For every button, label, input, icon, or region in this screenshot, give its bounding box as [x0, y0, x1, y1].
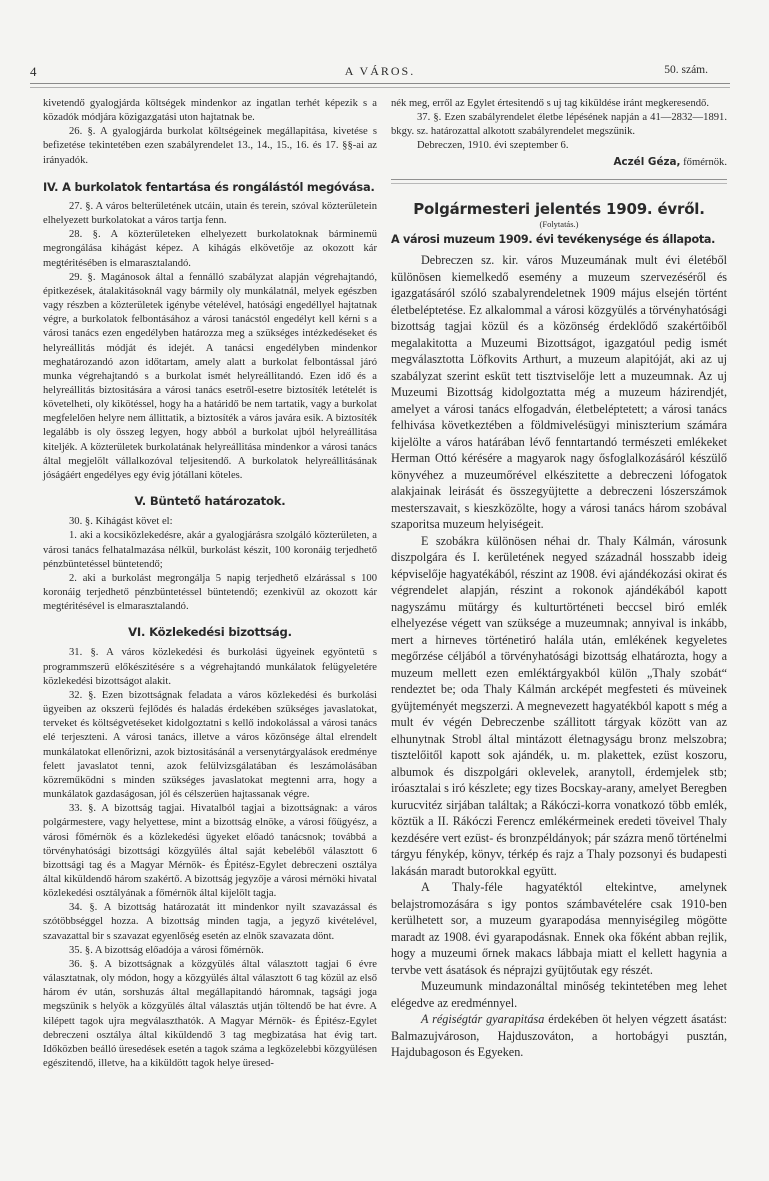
paragraph-35: 35. §. A bizottság előadója a városi főmérnök.: [69, 944, 264, 956]
signature-name: Aczél Géza,: [613, 155, 681, 168]
section-iv-heading: IV. A burkolatok fentartása és rongálástól megóvása.: [43, 179, 375, 194]
page-number: 4: [30, 64, 37, 79]
left-column: [43, 97, 377, 1071]
paragraph-33: 33. §. A bizottság tagjai. Hivatalból tagjai a bizottságnak: a város polgármestere, vagy helyettese, mint a bizottság elnöke, a városi főügyész, a városi főmérnök és a közlekedési ügyeket előadó tanácsnok; továbbá a törvényhatósági bizottsági közgyülés által saját kebeléből választott 6 bizottsági tag és a Magyar Mérnök- és Épitész-Egylet debreczeni osztálya által kiküldendő három szakértő. A bizottság jegyzője a városi mérnöki hivatal közlekedési osztályának a főmérnök által kijelölt tagja.: [43, 803, 377, 900]
paragraph-continuation: nék meg, erről az Egylet értesitendő s uj tag kiküldése iránt megkeresendő.: [391, 98, 709, 109]
section-v-heading: V. Büntető határozatok.: [134, 494, 286, 509]
place-date: Debreczen, 1910. évi szeptember 6.: [417, 140, 569, 152]
publication-title: A VÁROS.: [344, 64, 416, 78]
paragraph-26: 26. §. A gyalogjárda burkolat költségeinek megállapitása, kivetése s befizetése tekintetében ezen szabályrendelet 13., 14., 15., 16. és 17. §§-ai az irányadók.: [43, 126, 377, 166]
article-divider: [391, 179, 727, 184]
signature: [391, 155, 727, 170]
paragraph-30-item-2: 2. aki a burkolást megrongálja 5 napig terjedhető elzárással s 100 koronáig terjedhető pénzbüntetéssel büntetendő; ezenkivül az okozott kár megtéritésével is elmarasztalandó.: [43, 572, 377, 613]
article-paragraph-1: Debreczen sz. kir. város Muzeumának mult évi életéből különösen kiemelkedő esemény a muzeum szervezéséről és igazgatásáról szóló szabalyrendeletnek 1909 május elsején történt életbeléptetése. Ez alkalommal a városi közgyülés a törvényhatósági bizottság tagjai közül és a közönség érdeklődő szakértőiből megalakitotta a Muzeumi Bizottságot, igazgatóul pedig ismét megválasztotta Löfkovits Arthurt, a muzeum alapitóját, aki az uj szabályzat szerint esküt tett tisztviselője lett a muzeumnak. Az uj Muzeumi Bizottság kidolgoztatta még a muzeum házirendjét, amelyet a városi tanács elfogadván, életbeléptetett; a városi tanács felhivása következtében a földmivelésügyi miniszterium számára kijelölte a város határában lévő fenntartandó természeti emlékeket Herman Ottó kérésére a magyarok nagy ősfoglalkozásáról készülő könyvéhez a muzeumőrével elkészitette a debreczeni lófogatok alakjainak leirását és összegyüjtette a debreczeni lószerszámok mesterszavait, s kieszközölte, hogy a városi tanács három szobával szaporitsa muzeum helyiségeit.: [391, 253, 727, 532]
paragraph-30-item-1: 1. aki a kocsiközlekedésre, akár a gyalogjárásra szolgáló közterületen, a városi tanács felhatalmazása nélkül, burkolást készit, 100 koronáig terjedhető pénzbüntetéssel büntetendő;: [43, 530, 377, 570]
issue-number: 50. szám.: [664, 64, 708, 76]
paragraph-32: 32. §. Ezen bizottságnak feladata a város közlekedési és burkolási ügyeiben az okszerü fejlődés és haladás érdekében szükséges javaslatokat, terveket és költségvetéseket kidolgoztatni s kellő indokolással a városi tanács elé terjeszteni. A városi tanács, illetve a város közönsége által elrendelt munkálatokat ellenőrizni, azok biztositásánál a versenytárgyalások eredménye felett javaslatot tenni, azok felülvizsgálatában és leszámolásában közreműködni s minden szükséges javaslatokat megtenni arra, hogy a munkálatok gazdaságosan, jól és célszerüen hajtassanak végre.: [43, 689, 377, 801]
paragraph-text: érdekében öt helyen végzett ásatást: Balmazujvároson, Hajduszováton, a hortobágyi pusztán, Hajdubagoson és Egyeken.: [391, 1012, 727, 1060]
right-column: [391, 97, 727, 1061]
article-title: Polgármesteri jelentés 1909. évről.: [413, 199, 705, 218]
header-divider: [30, 83, 730, 88]
paragraph-34: 34. §. A bizottság határozatát itt mindenkor nyilt szavazással és szótöbbséggel hozza. A bizottság minden tagja, a jegyző kivételével, szavazattal bir s szavazat egyenlőség esetén az elnök szavazata dönt.: [43, 902, 377, 942]
article-paragraph-5: [391, 1011, 727, 1061]
paragraph-28: 28. §. A közterületeken elhelyezett burkolatoknak bárminemü megrongálása kihágást képez. A kihágás elkövetője az okozott kár megtéritésében is elmarasztalandó.: [43, 229, 377, 269]
paragraph-30: 30. §. Kihágást követ el:: [69, 516, 173, 528]
signature-title: főmérnök.: [683, 156, 727, 168]
article-paragraph-3: A Thaly-féle hagyatéktól eltekintve, amelynek belajstromozására s igy pontos számbavételére csak 1910-ben kerülhetett sor, a muzeum gyarapodása mennyiségileg mögötte maradt az 1908. évi gyarapodásnak. Ennek oka főként abban rejlik, hogy a muzeumi őrnek makacs lábbaja miatt el kellett hagynia a tervbe vett ásatások és néprajzi gyüjtőutak egy részét.: [391, 880, 727, 977]
paragraph-29: 29. §. Magánosok által a fennálló szabályzat alapján végrehajtandó, épitkezések, átalakitásoknál vagy bármily oly munkálatnál, melyek egészben vagy részben a közterületek igénybe vételével, hatósági engedéllyel hajtatnak végre, a burkolatok felbontásához a városi tanácstól engedélyt kell kérni s a városi tanács ezen engedélyben határozza meg a szükséges intézkedéseket és helyreállitás módját és idejét. A tanácsi engedélyben mindenkor meghatározandó azon időtartam, amely alatt a burkolat felbontással járó munka végrehajtandó s a burkolat ismét helyreállitandó. Ezen idő és a helyreállitás biztositására a városi tanács esetről-esetre biztosíték letételét is követelheti, oly kikötéssel, hogy ha a határidő be nem tartatik, vagy a burkolat megfelelően helyre nem állittatik, a biztosíték a város javára esik. A biztosíték legalább is oly összeg legyen, hogy abból a burkolat ujból helyreállitása kiteljék. A közterületek burkolatának helyreállitása mindenkor a városi tanács által megjelölt vállalkozóval teljesitendő. A burkolatok helyreállitásának jóságáért engedélyes egy évig jótállani köteles.: [43, 271, 377, 481]
paragraph-36: 36. §. A bizottságnak a közgyülés által választott tagjai 6 évre választatnak, oly módon, hogy a közgyülés által választott 6 tag közül az első három év után, sorshuzás által megállapitandó háromnak, tagsági joga megszünik s helyök a közgyülés által választás utján töltendő be hat évre. A kilépett tagok ujra megválaszthatók. A Magyar Mérnök- és Épitész-Egylet debreczeni osztálya által kiküldendő 3 tag megbizatása hat évig tart. Időközben beálló üresedések esetén a tagok száma a legközelebbi közgyülésen egészitendő, illetve, ha a kiküldött tagok helye üresed-: [43, 958, 377, 1069]
paragraph: kivetendő gyalogjárda költségek mindenkor az ingatlan terhét képezik s a közadók módjára közigazgatási uton hajtatnak be.: [43, 98, 377, 124]
section-vi-heading: VI. Közlekedési bizottság.: [128, 625, 292, 640]
paragraph-27: 27. §. A város belterületének utcáin, utain és terein, szóval közterületein elhelyezett burkolatokat a város tartja fenn.: [43, 200, 377, 227]
article-subtitle: A városi muzeum 1909. évi tevékenysége és állapota.: [391, 233, 716, 247]
article-paragraph-4: Muzeumunk mindazonáltal minőség tekintetében meg lehet elégedve az eredménnyel.: [391, 979, 727, 1010]
article-paragraph-2: E szobákra különösen néhai dr. Thaly Kálmán, városunk diszpolgára és I. kerületének negyed századnál hosszabb ideig képviselője hagyatékából, részint az 1908. évi ajándékozási okirat és végrendelet alapján, részint a rokonok ajándékából kapott nagyszámu mütárgy és kulturtörténeti beccsel biró emlék elhelyezése végett van szüksége a muzeumnak; annyival is inkább, mert a hirneves történetiró halála után, emlékének kegyeletes megőrzése céljából a törvényhatósági bizottság elhatározta, hogy a muzeum mellett ezen emléktárgyakból külön „Thaly szobát“ rendeztet be; oda Thaly Kálmán arcképét megfesteti és müveinek gyüjteményét megszerzi. A megnevezett hagyatékból kapott s még a mult év végén Debreczenbe szállitott tárgyak között van az elhunytnak Strobl által mintázott életnagyságu bronz melszobra; tisztelőitől kapott sok ajándék, u. m. plakettek, ezüst koszoru, albumok és diszpolgári oklevelek, aranytoll, érdemjelek stb; iróasztalai s iró készlete; egy tizes Bocskay-arany, amelyet Beregben kurucvitéz sirjában találtak; a Rákóczi-korra vonatkozó több emlék, köztük a II. Rákóczi Ferencz emlékérmeinek eredeti töveivel Thaly kezdésére vert ezüst- és bronzpéldányok; pár százra menő történelmi tárgyu fénykép, könyv, térkép és rajz a Thaly pozsonyi és budapesti lakásán maradt butorokkal együtt.: [391, 533, 727, 878]
italic-phrase: A régiségtár gyarapitása: [421, 1012, 545, 1027]
continued-note: (Folytatás.): [539, 218, 579, 229]
paragraph-37: 37. §. Ezen szabályrendelet életbe lépésének napján a 41—2832—1891. bkgy. sz. határozattal alkotott szabályrendelet megszünik.: [391, 112, 727, 138]
paragraph-31: 31. §. A város közlekedési és burkolási ügyeinek egyöntetü s programmszerü előkészitésére s a végrehajtandó munkálatok felügyeletére közlekedési bizottságot alakit.: [43, 647, 377, 687]
